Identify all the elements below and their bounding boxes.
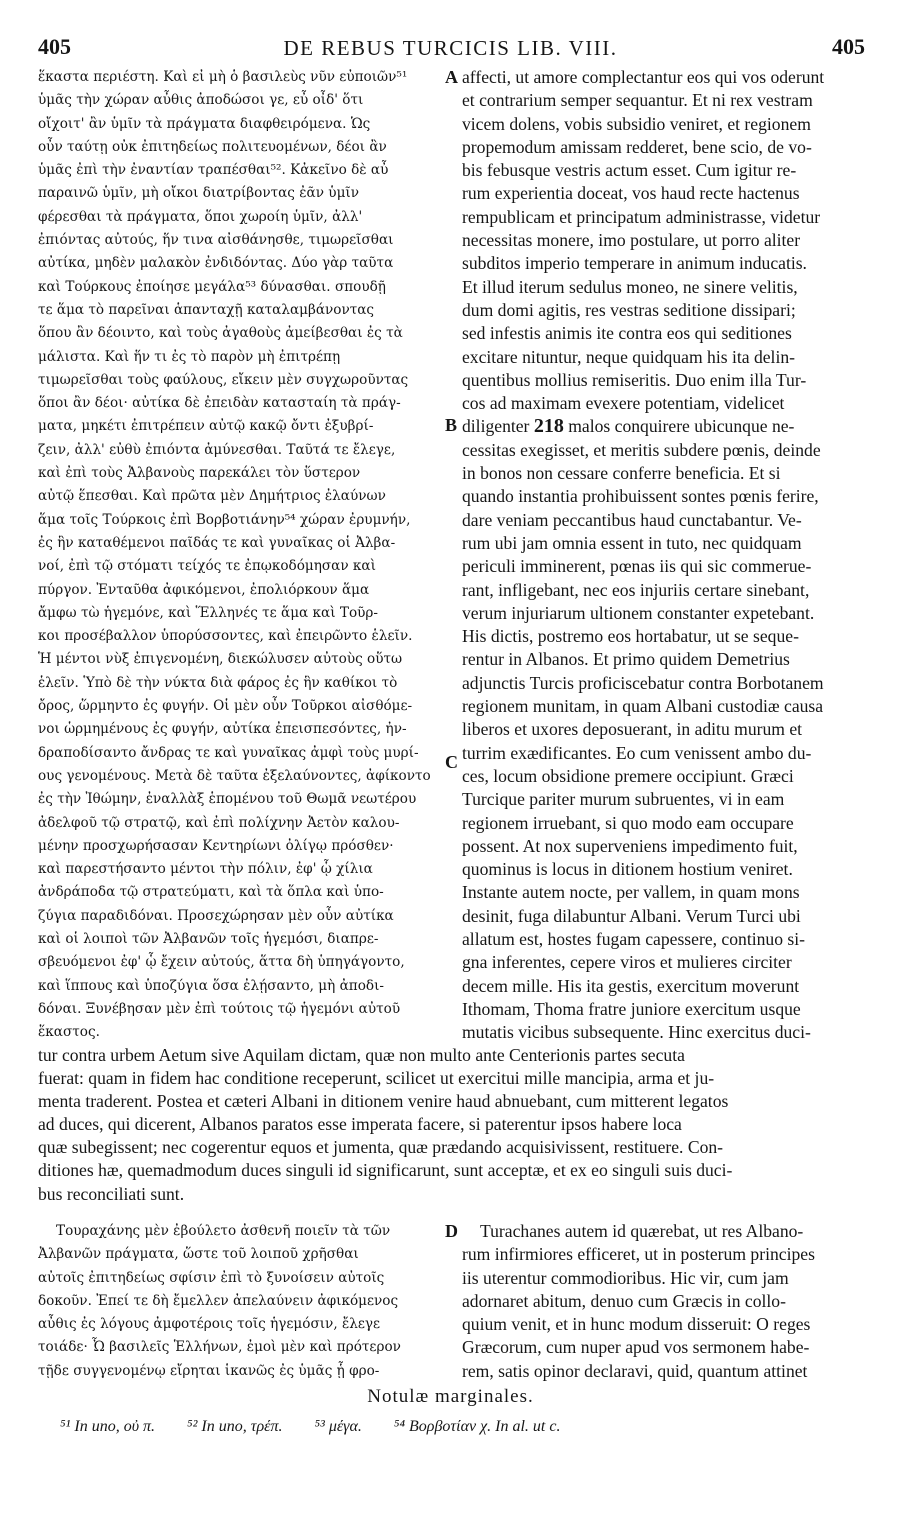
text-line: regionem irruebant, si quo modo eam occupare bbox=[462, 812, 794, 833]
text-line: οἴχοιτ' ἂν ὑμῖν τὰ πράγματα διαφθειρόμενα. Ὡς bbox=[38, 115, 371, 132]
latin-full-width-paragraph bbox=[38, 1044, 864, 1206]
text-line: τε ἅμα τὸ παρεῖναι ἁπανταχῇ καταλαμβάνοντας bbox=[38, 301, 375, 318]
text-line: rentur in Albanos. Et primo quidem Demetrius bbox=[462, 649, 790, 670]
text-line: ἄμφω τὼ ἡγεμόνε, καὶ Ἕλληνές τε ἅμα καὶ Τοῦρ- bbox=[38, 604, 378, 621]
text-line: rum experientia doceat, vos haud recte hactenus bbox=[462, 183, 800, 204]
text-line: ους γενομένους. Μετὰ δὲ ταῦτα ἐξελαύνοντες, ἀφίκοντο bbox=[38, 767, 431, 784]
text-line: νοί, ἐπὶ τῷ στόματι τείχός τε ἐπῳκοδόμησαν καὶ bbox=[38, 558, 376, 575]
text-line: iis uterentur commodioribus. Hic vir, cum jam bbox=[462, 1267, 789, 1288]
page-number-right: 405 bbox=[832, 34, 865, 59]
text-line: ὅπου ἂν δέοιντο, καὶ τοὺς ἀγαθοὺς ἀμείβεσθαι ἐς τὰ bbox=[38, 325, 403, 342]
marginal-note: ⁵³ μέγα. bbox=[314, 1418, 362, 1435]
text-line: δοκοῦν. Ἐπεί τε δὴ ἔμελλεν ἀπελαύνειν ἀφικόμενος bbox=[38, 1292, 399, 1309]
text-line: Turcique pariter murum subruentes, vi in eam bbox=[462, 789, 785, 810]
text-line: verum injuriarum ultionem constanter expetebant. bbox=[462, 602, 815, 623]
text-line: rem, satis opinor declaravi, quid, quantum attinet bbox=[462, 1360, 808, 1381]
text-line: desinit, fuga dilabuntur Albani. Verum Turci ubi bbox=[462, 905, 801, 926]
text-line: μάλιστα. Καὶ ἥν τι ἐς τὸ παρὸν μὴ ἐπιτρέπῃ bbox=[38, 348, 341, 365]
text-line: ἅμα τοῖς Τούρκοις ἐπὶ Βορβοτιάνην⁵⁴ χώραν ἐρυμνήν, bbox=[38, 511, 411, 528]
text-line: δραποδίσαντο ἄνδρας τε καὶ γυναῖκας ἀμφὶ τοὺς μυρί- bbox=[38, 744, 419, 761]
text-line: quium venit, et in hunc modum disseruit: O reges bbox=[462, 1314, 811, 1335]
text-line: possent. At nox superveniens impedimento fuit, bbox=[462, 835, 798, 856]
text-line: ad duces, qui dicerent, Albanos paratos esse imperata facere, si paterentur ipsos habere loca bbox=[38, 1114, 682, 1135]
text-line: fuerat: quam in fidem hac conditione receperunt, scilicet ut exercitui mille mancipia, arma et ju- bbox=[38, 1068, 715, 1089]
text-line: cos ad maximam evexere potentiam, videlicet bbox=[462, 393, 785, 414]
text-line: periculi imminerent, pœnas iis qui sic commerue- bbox=[462, 556, 812, 577]
text-line: quentibus mollius remiseritis. Duo enim illa Tur- bbox=[462, 369, 807, 390]
section-marker-d: D bbox=[445, 1221, 458, 1241]
text-line: καὶ ἐπὶ τοὺς Ἀλβανοὺς παρεκάλει τὸν ὕστερον bbox=[38, 465, 361, 482]
marginal-note: ⁵⁴ Βορβοτίαν χ. In al. ut c. bbox=[393, 1418, 561, 1435]
text-line: ces, locum obsidione premere occipiunt. Græci bbox=[462, 765, 794, 786]
text-line: ἐπιόντας αὐτούς, ἥν τινα αἰσθάνησθε, τιμωρεῖσθαι bbox=[38, 232, 394, 249]
text-line: necessitas monere, imo postulare, ut porro aliter bbox=[462, 230, 801, 251]
marginal-notes bbox=[60, 1418, 880, 1436]
text-line: καὶ οἱ λοιποὶ τῶν Ἀλβανῶν τοῖς ἡγεμόσι, διαπρε- bbox=[38, 930, 379, 947]
text-line: τιμωρεῖσθαι τοὺς φαύλους, εἴκειν μὲν συγχωροῦντας bbox=[38, 371, 409, 388]
text-line: rempublicam et principatum administrasse, videtur bbox=[462, 206, 821, 227]
text-line: ditiones hæ, quemadmodum duces singuli id significarunt, sunt acceptæ, et ex eo singuli suis duci- bbox=[38, 1160, 733, 1181]
text-line: ζύγια παραδιδόναι. Προσεχώρησαν μὲν οὖν αὐτίκα bbox=[38, 907, 394, 924]
text-line: diligenter 218 malos conquirere ubicunque ne- bbox=[462, 415, 795, 438]
text-line: Et illud iterum sedulus moneo, ne sinere velitis, bbox=[462, 276, 798, 297]
text-line: ματα, μηκέτι ἐπιτρέπειν αὐτῷ κακῷ ὄντι ἐξυβρί- bbox=[38, 418, 374, 435]
text-line: καὶ παρεστήσαντο μέντοι τὴν πόλιν, ἐφ' ᾧ χίλια bbox=[38, 861, 373, 878]
text-line: αὐτῷ ἕπεσθαι. Καὶ πρῶτα μὲν Δημήτριος ἐλαύνων bbox=[38, 488, 386, 505]
text-line: adornaret abitum, denuo cum Græcis in collo- bbox=[462, 1290, 786, 1311]
text-line: allatum est, hostes fugam capessere, continuo si- bbox=[462, 928, 805, 949]
text-line: Ἀλβανῶν πράγματα, ὥστε τοῦ λοιποῦ χρῆσθαι bbox=[38, 1246, 359, 1263]
text-line: excitare nituntur, neque quidquam his ita delin- bbox=[462, 346, 795, 367]
text-line: νοι ὡρμημένους ἐς φυγήν, αὐτίκα ἐπεισπεσόντες, ἠν- bbox=[38, 721, 407, 738]
text-line: His dictis, postremo eos hortabatur, ut se seque- bbox=[462, 626, 799, 647]
text-line: ἀνδράποδα τῷ στρατεύματι, καὶ τὰ ὅπλα καὶ ὑπο- bbox=[38, 884, 384, 901]
text-line: οὖν ταύτῃ οὐκ ἐπιτηδείως πολιτευομένων, δέοι ἂν bbox=[38, 138, 387, 155]
text-line: quæ subegissent; nec cogerentur equos et jumenta, quæ prædando acquisivissent, restituere. Con- bbox=[38, 1137, 724, 1158]
text-line: propemodum amissam redderet, bene scio, de vo- bbox=[462, 136, 812, 157]
text-line: ὅποι ἂν δέοι· αὐτίκα δὲ ἐπειδὰν κατασταίη τὰ πράγ- bbox=[38, 395, 401, 412]
page-reference-number: 218 bbox=[533, 415, 564, 438]
notes-heading: Notulæ marginales. bbox=[367, 1386, 534, 1407]
greek-column-upper bbox=[38, 66, 443, 1044]
text-line: et contrarium semper sequantur. Et ni rex vestram bbox=[462, 90, 813, 111]
latin-column-upper bbox=[462, 66, 864, 1044]
text-line: ἕκαστος. bbox=[38, 1024, 100, 1041]
text-line: πύργον. Ἐνταῦθα ἀφικόμενοι, ἐπολιόρκουν ἅμα bbox=[38, 581, 370, 598]
text-line: menta traderent. Postea et cæteri Albani in ditionem venire haud abnuebant, cum mitterent legatos bbox=[38, 1091, 729, 1112]
text-line: φέρεσθαι τὰ πράγματα, ὅποι χωροίη ὑμῖν, ἀλλ' bbox=[38, 208, 363, 225]
text-line: Instante autem nocte, per vallem, in quam mons bbox=[462, 882, 800, 903]
text-line: ἐς τὴν Ἰθώμην, ἐναλλὰξ ἑπομένου τοῦ Θωμᾶ νεωτέρου bbox=[38, 791, 417, 808]
marginal-note: ⁵² In uno, τρέπ. bbox=[187, 1418, 283, 1435]
text-line: καὶ ἵππους καὶ ὑποζύγια ὅσα ἐλῄσαντο, μὴ ἀποδι- bbox=[38, 977, 384, 994]
text-line: rum ubi jam omnia essent in tuto, nec quidquam bbox=[462, 532, 802, 553]
text-line: ζειν, ἀλλ' εὐθὺ ἐπιόντα ἀμύνεσθαι. Ταῦτά τε ἔλεγε, bbox=[38, 441, 396, 458]
text-line: καὶ Τούρκους ἐποίησε μεγάλα⁵³ δύνασθαι. σπουδῇ bbox=[38, 278, 386, 295]
section-marker-c: C bbox=[445, 752, 458, 772]
text-line: quominus is locus in ditionem hostium veniret. bbox=[462, 859, 793, 880]
text-line: αὐτοῖς ἐπιτηδείως σφίσιν ἐπὶ τὸ ξυνοίσειν αὐτοῖς bbox=[38, 1269, 385, 1286]
latin-column-lower bbox=[462, 1220, 864, 1383]
text-line: Ithomam, Thoma fratre juniore exercitum usque bbox=[462, 998, 801, 1019]
text-line: quando instantia prohibuissent sontes pœnis ferire, bbox=[462, 486, 819, 507]
text-line: subditos imperio temperare in animum inducatis. bbox=[462, 253, 807, 274]
text-line: δόναι. Ξυνέβησαν μὲν ἐπὶ τούτοις τῷ ἡγεμόνι αὐτοῦ bbox=[38, 1000, 401, 1017]
text-line: αὖθις ἐς λόγους ἀμφοτέροις τοῖς ἡγεμόσιν, ἔλεγε bbox=[38, 1316, 381, 1333]
text-line: sed infestis animis ite contra eos qui seditiones bbox=[462, 323, 792, 344]
text-line: rum infirmiores efficeret, ut in posterum principes bbox=[462, 1244, 815, 1265]
text-line: ἑλεῖν. Ὑπὸ δὲ τὴν νύκτα διὰ φάρος ἐς ἣν καθίκοι τὸ bbox=[38, 674, 398, 691]
text-line: gna inferentes, cepere viros et mulieres circiter bbox=[462, 952, 792, 973]
text-line: κοι προσέβαλλον ὑπορύσσοντες, καὶ ἐπειρῶντο ἑλεῖν. bbox=[38, 628, 413, 645]
text-line: μένην προσχωρήσασαν Κεντηρίωνι ὀλίγῳ πρόσθεν· bbox=[38, 837, 394, 854]
text-line: dare veniam peccantibus haud cunctabantur. Ve- bbox=[462, 509, 802, 530]
text-line: τῇδε συγγενομένῳ εἴρηται ἱκανῶς ἐς ὑμᾶς ᾗ φρο- bbox=[38, 1362, 380, 1379]
text-line: mutatis vicibus subsequente. Hinc exercitus duci- bbox=[462, 1022, 811, 1043]
text-line: Ἡ μέντοι νὺξ ἐπιγενομένη, διεκώλυσεν αὐτοὺς οὕτω bbox=[38, 651, 403, 668]
text-line: bis febusque vestris actum esset. Cum igitur re- bbox=[462, 160, 797, 181]
text-line: regionem munitam, in quam Albani custodiæ causa bbox=[462, 696, 824, 717]
text-line: bus reconciliati sunt. bbox=[38, 1183, 185, 1204]
text-line: ὑμᾶς τὴν χώραν αὖθις ἀποδώσοι γε, εὖ οἶδ' ὅτι bbox=[38, 92, 364, 109]
text-line: vicem dolens, vobis subsidio veniret, et regionem bbox=[462, 113, 811, 134]
text-line: τοιάδε· Ὦ βασιλεῖς Ἑλλήνων, ἐμοὶ μὲν καὶ πρότερον bbox=[38, 1339, 401, 1356]
greek-column-lower bbox=[38, 1220, 443, 1383]
marginal-note: ⁵¹ In uno, οὐ π. bbox=[60, 1418, 156, 1435]
page-number-left: 405 bbox=[38, 34, 71, 59]
text-line: affecti, ut amore complectantur eos qui vos oderunt bbox=[462, 67, 825, 87]
text-line: ἕκαστα περιέστη. Καὶ εἰ μὴ ὁ βασιλεὺς νῦν εὐποιῶν⁵¹ bbox=[38, 69, 408, 85]
text-line: παραινῶ ὑμῖν, μὴ οἴκοι διατρίβοντας ἐᾶν ὑμῖν bbox=[38, 185, 359, 202]
text-line: σβευόμενοι ἐφ' ᾧ ἔχειν αὐτούς, ἅττα δὴ ὑπηγάγοντο, bbox=[38, 954, 405, 971]
text-line: in bonos non cessare conferre beneficia. Et si bbox=[462, 463, 781, 484]
text-line: dum domi agitis, res vestras seditione dissipari; bbox=[462, 299, 796, 320]
text-line: rant, infligebant, nec eos injuriis certare sinebant, bbox=[462, 579, 810, 600]
text-line: liberos et uxores deposuerant, in aditu murum et bbox=[462, 719, 803, 740]
running-head: DE REBUS TURCICIS LIB. VIII. bbox=[283, 36, 618, 60]
text-line: turrim exædificantes. Eo cum venissent ambo du- bbox=[462, 742, 812, 763]
text-line: Turachanes autem id quærebat, ut res Albano- bbox=[480, 1221, 804, 1241]
text-line: ἀδελφοῦ τῷ στρατῷ, καὶ ἐπὶ πολίχνην Ἀετὸν καλου- bbox=[38, 814, 400, 831]
text-line: cessitas exegisset, et meritis subdere pœnis, deinde bbox=[462, 439, 821, 460]
text-line: ὑμᾶς ἐπὶ τὴν ἐναντίαν τραπέσθαι⁵². Κἀκεῖνο δὲ αὖ bbox=[38, 162, 389, 179]
text-line: ὄρος, ὥρμηντο ἐς φυγήν. Οἱ μὲν οὖν Τοῦρκοι αἰσθόμε- bbox=[38, 698, 413, 715]
text-line: Τουραχάνης μὲν ἐβούλετο ἀσθενῆ ποιεῖν τὰ τῶν bbox=[56, 1223, 391, 1239]
text-line: αὐτίκα, μηδὲν μαλακὸν ἐνδιδόντας. Δύο γὰρ ταῦτα bbox=[38, 255, 394, 272]
text-line: decem mille. His ita gestis, exercitum moverunt bbox=[462, 975, 800, 996]
text-line: tur contra urbem Aetum sive Aquilam dictam, quæ non multo ante Centerionis partes secuta bbox=[38, 1045, 685, 1065]
text-line: adjunctis Turcis proficiscebatur contra Borbotanem bbox=[462, 672, 824, 693]
section-marker-b: B bbox=[445, 415, 458, 435]
section-marker-a: A bbox=[445, 67, 458, 87]
text-line: Græcorum, cum nuper apud vos sermonem habe- bbox=[462, 1337, 810, 1358]
text-line: ἐς ἣν καταθέμενοι παῖδάς τε καὶ γυναῖκας οἱ Ἀλβα- bbox=[38, 534, 396, 551]
